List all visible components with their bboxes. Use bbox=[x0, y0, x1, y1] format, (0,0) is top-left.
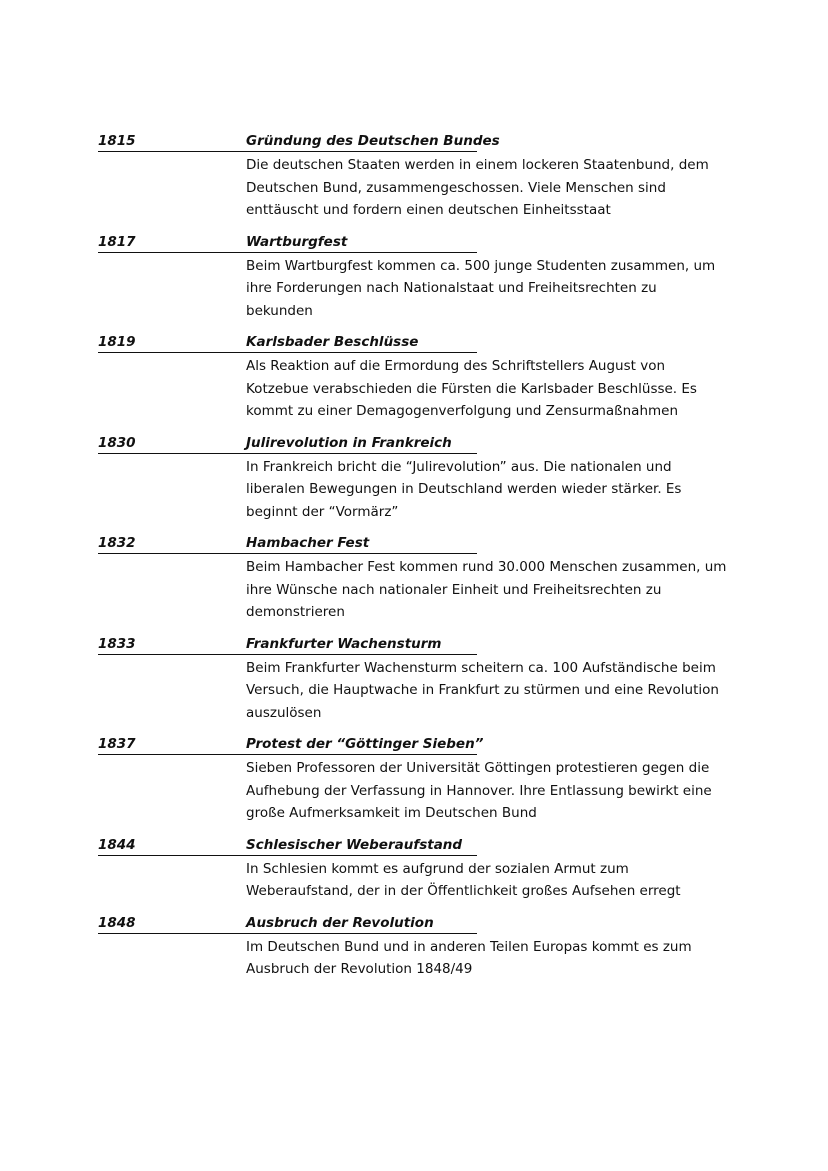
description-line: ihre Wünsche nach nationaler Einheit und Freiheitsrechten zu bbox=[246, 581, 662, 598]
timeline-entry bbox=[98, 835, 738, 903]
timeline-entry bbox=[98, 634, 738, 725]
entry-year: 1817 bbox=[98, 233, 136, 250]
entry-title: Schlesischer Weberaufstand bbox=[246, 836, 463, 853]
entry-year: 1815 bbox=[98, 133, 136, 149]
description-line: Ausbruch der Revolution 1848/49 bbox=[246, 961, 473, 977]
description-line: liberalen Bewegungen in Deutschland werden wieder stärker. Es bbox=[246, 481, 682, 497]
timeline-entry bbox=[98, 131, 738, 222]
description-line: Im Deutschen Bund und in anderen Teilen Europas kommt es zum bbox=[246, 938, 692, 955]
description-line: Die deutschen Staaten werden in einem lockeren Staatenbund, dem bbox=[246, 157, 709, 173]
description-line: Versuch, die Hauptwache in Frankfurt zu stürmen und eine Revolution bbox=[246, 682, 719, 698]
description-line: bekunden bbox=[246, 302, 313, 319]
entry-description bbox=[246, 556, 731, 624]
entry-title: Protest der “Göttinger Sieben” bbox=[246, 736, 484, 752]
entry-description bbox=[246, 154, 731, 222]
timeline-entry bbox=[98, 734, 738, 825]
entry-description bbox=[246, 757, 731, 825]
entry-year: 1837 bbox=[98, 736, 136, 752]
description-line: Sieben Professoren der Universität Göttingen protestieren gegen die bbox=[246, 760, 710, 776]
description-line: Beim Frankfurter Wachensturm scheitern ca. 100 Aufständische beim bbox=[246, 659, 716, 676]
entry-description bbox=[246, 858, 731, 903]
description-line: Deutschen Bund, zusammengeschossen. Viele Menschen sind bbox=[246, 179, 666, 196]
description-line: beginnt der “Vormärz” bbox=[246, 503, 399, 520]
description-line: In Frankreich bricht die “Julirevolution” aus. Die nationalen und bbox=[246, 458, 672, 475]
timeline-entry bbox=[98, 913, 738, 981]
timeline-entry bbox=[98, 533, 738, 624]
description-line: große Aufmerksamkeit im Deutschen Bund bbox=[246, 805, 537, 821]
description-line: Beim Hambacher Fest kommen rund 30.000 Menschen zusammen, um bbox=[246, 559, 727, 575]
entry-header bbox=[98, 533, 477, 554]
description-line: Aufhebung der Verfassung in Hannover. Ihre Entlassung bewirkt eine bbox=[246, 782, 712, 799]
description-line: demonstrieren bbox=[246, 604, 345, 620]
entry-header bbox=[98, 232, 477, 253]
entry-year: 1830 bbox=[98, 434, 136, 451]
description-line: In Schlesien kommt es aufgrund der sozialen Armut zum bbox=[246, 860, 629, 877]
entry-title: Hambacher Fest bbox=[246, 535, 370, 551]
description-line: kommt zu einer Demagogenverfolgung und Zensurmaßnahmen bbox=[246, 403, 679, 419]
entry-year: 1819 bbox=[98, 334, 136, 350]
entry-header bbox=[98, 332, 477, 353]
timeline-entry bbox=[98, 332, 738, 423]
description-line: Als Reaktion auf die Ermordung des Schriftstellers August von bbox=[246, 358, 666, 374]
entry-year: 1844 bbox=[98, 836, 136, 853]
entry-header bbox=[98, 913, 477, 934]
entry-description bbox=[246, 657, 731, 725]
entry-year: 1832 bbox=[98, 535, 136, 551]
entry-year: 1848 bbox=[98, 914, 136, 931]
entry-description bbox=[246, 355, 731, 423]
entry-title: Karlsbader Beschlüsse bbox=[246, 334, 419, 350]
description-line: Weberaufstand, der in der Öffentlichkeit großes Aufsehen erregt bbox=[246, 883, 681, 899]
timeline-entry bbox=[98, 433, 738, 524]
entry-header bbox=[98, 433, 477, 454]
entry-header bbox=[98, 734, 484, 755]
description-line: Kotzebue verabschieden die Fürsten die Karlsbader Beschlüsse. Es bbox=[246, 380, 697, 397]
timeline-entry bbox=[98, 232, 738, 323]
entry-header bbox=[98, 131, 500, 152]
entry-year: 1833 bbox=[98, 635, 136, 652]
entry-title: Ausbruch der Revolution bbox=[246, 914, 434, 931]
description-line: enttäuscht und fordern einen deutschen Einheitsstaat bbox=[246, 202, 611, 218]
description-line: ihre Forderungen nach Nationalstaat und Freiheitsrechten zu bbox=[246, 280, 657, 296]
entry-header bbox=[98, 634, 477, 655]
description-line: Beim Wartburgfest kommen ca. 500 junge Studenten zusammen, um bbox=[246, 257, 716, 274]
entry-header bbox=[98, 835, 477, 856]
entry-description bbox=[246, 936, 731, 981]
entry-description bbox=[246, 255, 731, 323]
entry-title: Julirevolution in Frankreich bbox=[246, 434, 452, 451]
entry-title: Frankfurter Wachensturm bbox=[246, 635, 442, 652]
entry-description bbox=[246, 456, 731, 524]
entry-title: Gründung des Deutschen Bundes bbox=[246, 133, 500, 149]
entry-title: Wartburgfest bbox=[246, 233, 348, 250]
description-line: auszulösen bbox=[246, 704, 322, 721]
timeline bbox=[98, 131, 738, 991]
